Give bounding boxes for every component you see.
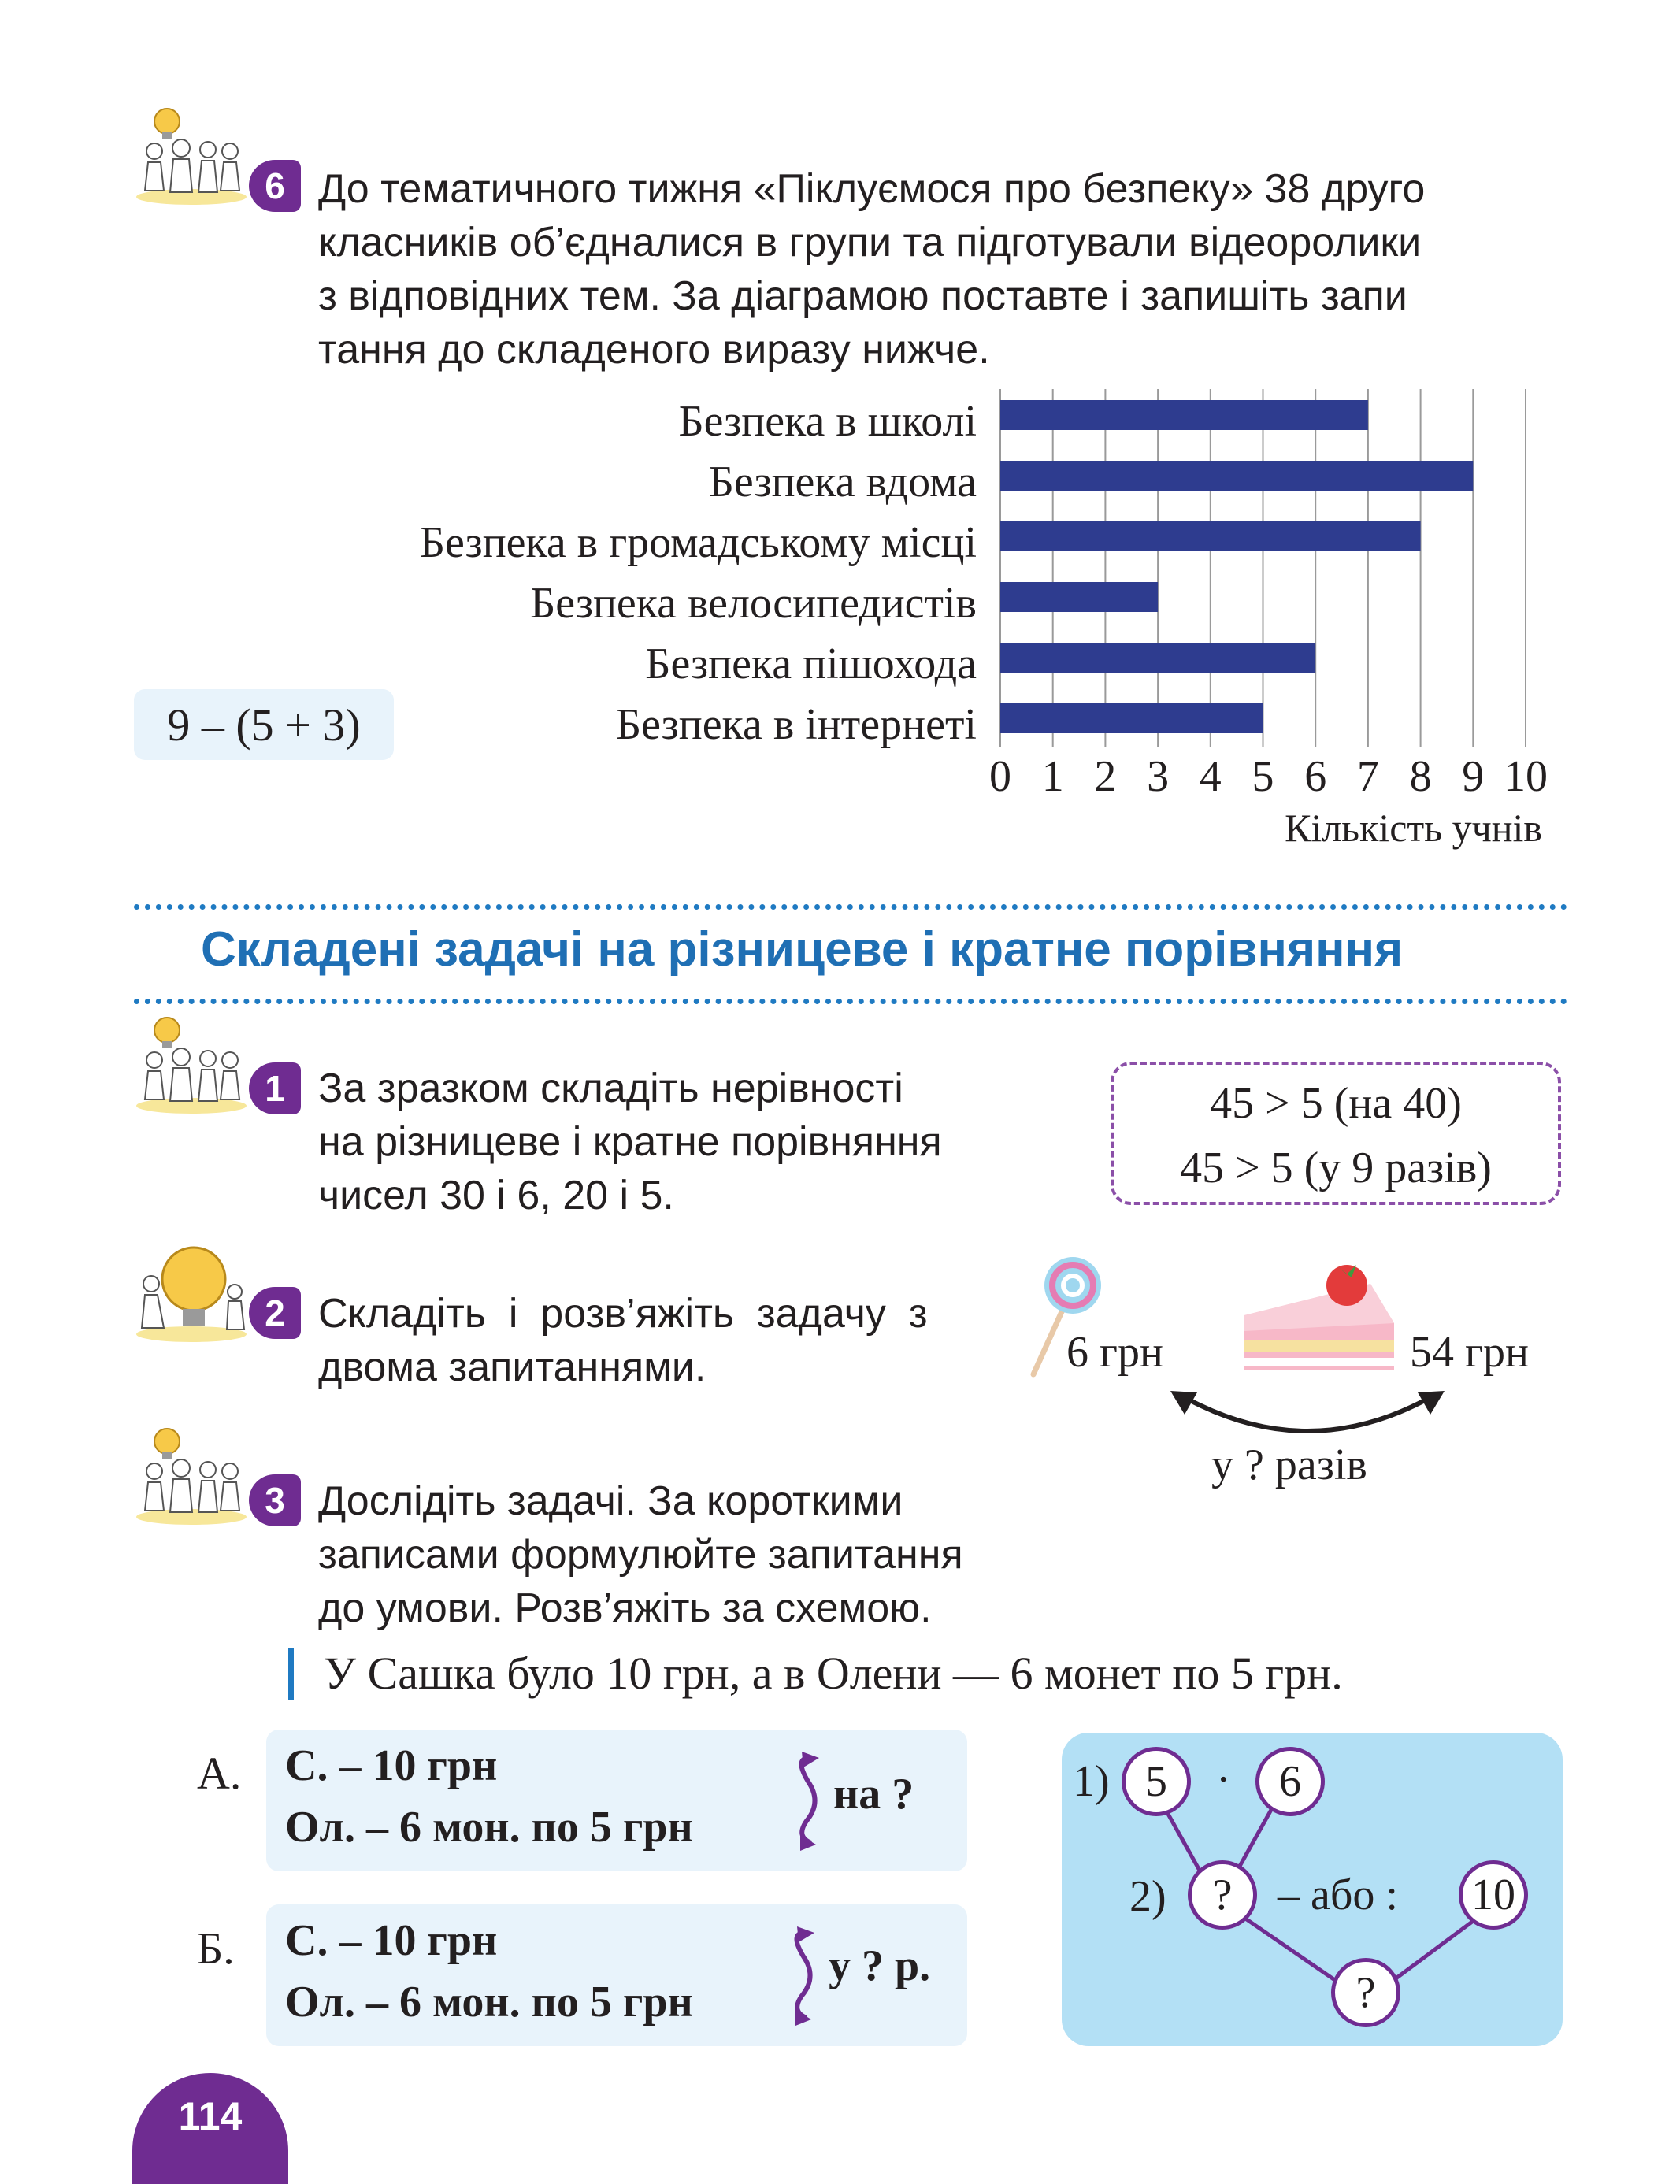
chart-tick-label: 0: [989, 752, 1011, 801]
task-2-badge: 2: [249, 1287, 301, 1339]
section-divider-top: [134, 904, 1567, 910]
chart-tick-label: 5: [1252, 752, 1274, 801]
variant-b-box: [266, 1904, 967, 2046]
scheme-node-10: 10: [1459, 1860, 1528, 1930]
task-2-text: [318, 1287, 996, 1394]
group-thinking-icon: [132, 1424, 250, 1526]
task-2-line: двома запитаннями.: [318, 1344, 706, 1390]
price-cake: 54 грн: [1410, 1328, 1529, 1377]
variant-a-box: [266, 1730, 967, 1871]
scheme-node-6: 6: [1255, 1747, 1325, 1816]
solution-scheme: [1062, 1733, 1563, 2046]
sample-line: 45 > 5 (у 9 разів): [1180, 1144, 1492, 1192]
variant-b-line1: С. – 10 грн: [285, 1916, 498, 1965]
chart-bar: [1000, 400, 1368, 430]
chart-x-axis-label: Кількість учнів: [1285, 806, 1542, 850]
scheme-node-unknown-2: ?: [1331, 1958, 1400, 2027]
chart-category-label: Безпека в громадському місці: [419, 518, 977, 567]
brace-arrow-icon: [786, 1925, 822, 2027]
chart-tick-label: 4: [1199, 752, 1222, 801]
chart-bar: [1000, 703, 1263, 733]
lightbulb-person-icon: [132, 1241, 250, 1344]
brace-arrow-icon: [791, 1750, 827, 1852]
section-title: Складені задачі на різницеве і кратне порівняння: [201, 922, 1404, 977]
chart-category-label: Безпека вдома: [708, 458, 977, 506]
chart-category-label: Безпека в інтернеті: [615, 700, 977, 749]
scheme-op-sub-or-div: – або :: [1278, 1871, 1398, 1919]
chart-tick-label: 8: [1409, 752, 1432, 801]
scheme-op-multiply: ·: [1216, 1756, 1231, 1804]
chart-bar: [1000, 521, 1421, 551]
task-3-line: Дослідіть задачі. За короткими: [318, 1478, 903, 1524]
variant-b-question: у ? р.: [829, 1941, 931, 1990]
task-6-line: До тематичного тижня «Піклуємося про безпеку» 38 друго: [318, 166, 1426, 212]
task-3-text: [318, 1474, 1074, 1635]
scheme-node-5: 5: [1122, 1747, 1191, 1816]
task-1-line: чисел 30 і 6, 20 і 5.: [318, 1173, 674, 1218]
chart-bar: [1000, 461, 1473, 491]
group-thinking-icon: [132, 1013, 250, 1115]
page-number: 114: [132, 2073, 288, 2184]
section-divider-bottom: [134, 999, 1567, 1004]
task-6-line: тання до складеного виразу нижче.: [318, 327, 990, 373]
chart-bar: [1000, 582, 1158, 612]
chart-category-label: Безпека в школі: [678, 397, 977, 446]
chart-category-label: Безпека велосипедистів: [530, 579, 977, 628]
chart-tick-label: 9: [1462, 752, 1485, 801]
expression-box: 9 – (5 + 3): [134, 689, 394, 760]
chart-tick-label: 1: [1041, 752, 1064, 801]
task-1-line: на різницеве і кратне порівняння: [318, 1119, 942, 1165]
task-6-badge: 6: [249, 160, 301, 212]
chart-tick-label: 10: [1504, 752, 1548, 801]
problem-statement: У Сашка було 10 грн, а в Олени — 6 монет по 5 грн.: [288, 1648, 1343, 1700]
scheme-node-unknown-1: ?: [1188, 1860, 1257, 1930]
chart-category-label: Безпека пішохода: [645, 640, 977, 688]
variant-a-question: на ?: [833, 1770, 914, 1819]
variant-b-letter: Б.: [197, 1923, 235, 1974]
task-1-line: За зразком складіть нерівності: [318, 1066, 903, 1111]
task-6-line: класників об’єдналися в групи та підготували відеоролики: [318, 220, 1422, 265]
chart-tick-label: 3: [1147, 752, 1170, 801]
chart-tick-label: 2: [1094, 752, 1117, 801]
variant-a-line1: С. – 10 грн: [285, 1741, 498, 1790]
scheme-step-1: 1): [1073, 1757, 1110, 1806]
task-3-line: до умови. Розв’яжіть за схемою.: [318, 1585, 932, 1631]
cake-slice-icon: [1237, 1252, 1402, 1386]
chart-tick-label: 7: [1356, 752, 1379, 801]
variant-b-line2: Ол. – 6 мон. по 5 грн: [285, 1978, 693, 2026]
variant-a-letter: А.: [197, 1748, 242, 1799]
compare-label: у ? разів: [1211, 1441, 1367, 1489]
variant-a-line2: Ол. – 6 мон. по 5 грн: [285, 1803, 693, 1852]
chart-tick-label: 6: [1304, 752, 1327, 801]
task-3-badge: 3: [249, 1474, 301, 1526]
task-1-badge: 1: [249, 1062, 301, 1114]
task-2-line: Складіть і розв’яжіть задачу з: [318, 1291, 928, 1337]
sample-line: 45 > 5 (на 40): [1210, 1079, 1462, 1128]
chart-bar: [1000, 643, 1315, 673]
task-3-line: записами формулюйте запитання: [318, 1532, 963, 1578]
price-lollipop: 6 грн: [1066, 1328, 1163, 1377]
sample-box: [1111, 1062, 1561, 1205]
scheme-step-2: 2): [1129, 1872, 1166, 1921]
task-6-line: з відповідних тем. За діаграмою поставте і запишіть запи: [318, 273, 1407, 319]
task-1-text: [318, 1062, 1074, 1222]
